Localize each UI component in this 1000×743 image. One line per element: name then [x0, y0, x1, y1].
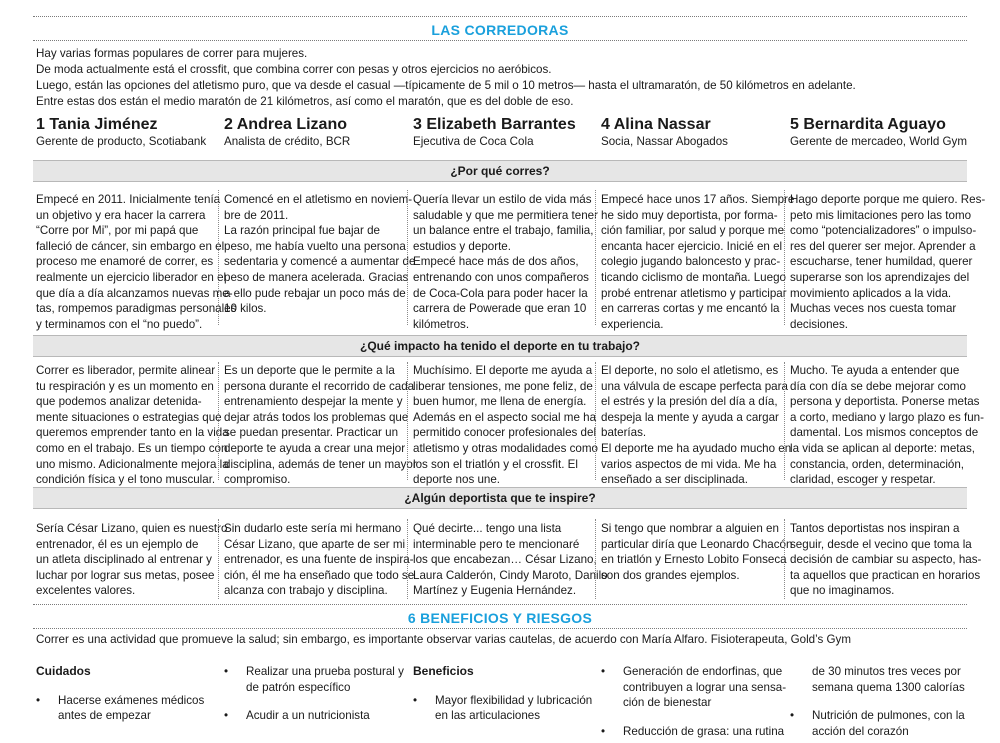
answer-line: peso, me había vuelto una persona — [224, 239, 406, 253]
answer-line: como en el trabajo. Es un tiempo con — [36, 441, 228, 455]
answer-line: atletismo y otras modalidades como — [413, 441, 598, 455]
answer-line: despeja la mente y ayuda a cargar — [601, 410, 779, 424]
answer-line: experiencia. — [601, 317, 664, 331]
bullet-icon: • — [224, 709, 229, 723]
answer-line: Además en el aspecto social me ha — [413, 410, 597, 424]
answer-4 — [601, 192, 795, 332]
intro-line: Luego, están las opciones del atletismo puro, que va desde el casual —típicamente de 5 mil o 10 metros— hasta el ultramaratón, de 50 kilómetros en adelante. — [36, 79, 856, 92]
answer-line: como “potencializadores” o impulso- — [790, 224, 977, 238]
answer-line: de Coca-Cola para poder hacer la — [413, 286, 588, 300]
answer-line: deporte te ayuda a crear una mejor — [224, 441, 406, 455]
bullet-icon: • — [36, 693, 41, 707]
column-divider — [218, 362, 219, 480]
question-why-run: ¿Por qué corres? — [33, 160, 967, 182]
answer-line: realmente un ejercicio liberador en el — [36, 270, 227, 284]
answer-line: alcanza con trabajo y disciplina. — [224, 584, 388, 598]
cuidados-column-2 — [224, 664, 409, 737]
list-item-line: semana quema 1300 calorías — [812, 680, 965, 694]
column-divider — [784, 362, 785, 480]
answer-line: decisión de cambiar su aspecto, has- — [790, 553, 982, 567]
bullet-icon: • — [601, 724, 606, 738]
question-inspiration: ¿Algún deportista que te inspire? — [33, 487, 967, 509]
answer-line: ticando ciclismo de montaña. Luego — [601, 270, 786, 284]
list-item-line: Generación de endorfinas, que — [623, 665, 783, 678]
runner-name: 2 Andrea Lizano — [224, 116, 347, 133]
answer-5 — [790, 192, 986, 332]
answer-line: y terminamos con el “no puedo”. — [36, 317, 203, 331]
column-divider — [407, 362, 408, 480]
answer-line: “Corre por Mi”, por mi papá que — [36, 224, 199, 238]
answer-line: los son el triatlón y el crossfit. El — [413, 457, 578, 471]
answer-line: Comencé en el atletismo en noviem- — [224, 193, 413, 206]
answer-line: un balance entre el trabajo, familia, — [413, 224, 594, 238]
column-divider — [784, 519, 785, 599]
list-item-line: acción del corazón — [812, 724, 909, 738]
list-item — [601, 664, 786, 711]
answer-line: César Lizano, que aparte de ser mi — [224, 537, 406, 551]
answer-line: claridad, escoger y respetar. — [790, 473, 936, 487]
answer-line: Martínez y Eugenia Hernández. — [413, 584, 577, 598]
answer-line: mente situaciones o estrategias que — [36, 410, 222, 424]
answer-line: El deporte, no solo el atletismo, es — [601, 364, 779, 377]
runner-1 — [36, 116, 221, 149]
column-divider — [218, 519, 219, 599]
runner-role: Socia, Nassar Abogados — [601, 135, 728, 148]
column-divider — [595, 362, 596, 480]
answer-line: Empecé en 2011. Inicialmente tenía — [36, 193, 221, 206]
runner-role: Gerente de mercadeo, World Gym — [790, 135, 967, 148]
runner-name: 3 Elizabeth Barrantes — [413, 116, 576, 133]
answer-line: Correr es liberador, permite alinear — [36, 364, 216, 377]
answer-line: deporte nos une. — [413, 473, 501, 487]
answer-line: Empecé hace unos 17 años. Siempre — [601, 193, 795, 206]
answer-line: Tantos deportistas nos inspiran a — [790, 522, 960, 535]
answer-3 — [413, 363, 598, 488]
answer-line: varios aspectos de mi vida. Me ha — [601, 457, 777, 471]
answer-line: día con día se debe mejorar como — [790, 379, 966, 393]
runner-role: Ejecutiva de Coca Cola — [413, 135, 534, 148]
list-item-line: contribuyen a lograr una sensa- — [623, 680, 787, 694]
list-item-continuation — [790, 664, 975, 695]
answer-line: disciplina, además de tener un mayor — [224, 457, 417, 471]
beneficios-column-3 — [790, 664, 975, 743]
answer-line: condición física y el tono muscular. — [36, 473, 216, 487]
answer-2 — [224, 521, 415, 599]
list-item-line: Realizar una prueba postural y — [246, 665, 404, 678]
answer-line: Quería llevar un estilo de vida más — [413, 193, 592, 206]
answer-5 — [790, 521, 982, 599]
answer-line: estudios y deporte. — [413, 239, 511, 253]
runner-role: Analista de crédito, BCR — [224, 135, 351, 148]
answer-line: son dos grandes ejemplos. — [601, 568, 740, 582]
answer-line: una válvula de escape perfecta para — [601, 379, 788, 393]
benefits-intro: Correr es una actividad que promueve la salud; sin embargo, es importante observar varias cautelas, de acuerdo con María Alfaro. Fisioterapeuta, Gold’s Gym — [36, 633, 851, 646]
answer-line: movimiento aplicados a la vida. — [790, 286, 952, 300]
intro-line: Hay varias formas populares de correr para mujeres. — [36, 47, 308, 60]
intro-paragraph — [36, 46, 966, 110]
answer-line: buen humor, me llena de energía. — [413, 395, 587, 409]
list-item — [790, 708, 975, 739]
answer-line: a corto, mediano y largo plazo es fun- — [790, 410, 984, 424]
bullet-icon: • — [224, 665, 229, 678]
beneficios-heading: Beneficios — [413, 664, 474, 678]
benefits-title-rule — [33, 628, 967, 629]
answer-line: uno mismo. Adicionalmente mejora la — [36, 457, 229, 471]
answer-line: Mucho. Te ayuda a entender que — [790, 364, 960, 377]
answer-line: carrera de Powerade que eran 10 — [413, 302, 587, 316]
answer-line: colegio jugando baloncesto y prac- — [601, 255, 781, 269]
list-item-line: Hacerse exámenes médicos — [58, 693, 205, 707]
list-item-line: ción de bienestar — [623, 696, 712, 710]
answer-line: damental. Los mismos conceptos de — [790, 426, 979, 440]
list-item — [413, 693, 598, 724]
answer-line: luchar por lograr sus metas, posee — [36, 568, 215, 582]
answer-line: La razón principal fue bajar de — [224, 224, 380, 238]
answer-line: particular diría que Leonardo Chacón — [601, 537, 793, 551]
column-divider — [595, 190, 596, 325]
top-rule — [33, 16, 967, 17]
answer-line: que no imaginamos. — [790, 584, 895, 598]
question-work-impact: ¿Qué impacto ha tenido el deporte en tu trabajo? — [33, 335, 967, 357]
answer-3 — [413, 521, 608, 599]
answer-line: un atleta disciplinado al entrenar y — [36, 553, 212, 567]
bullet-icon: • — [413, 693, 418, 707]
runner-name: 1 Tania Jiménez — [36, 116, 158, 133]
runner-name: 4 Alina Nassar — [601, 116, 711, 133]
answer-line: a ello pude rebajar un poco más de — [224, 286, 406, 300]
answer-line: baterías. — [601, 426, 647, 440]
answer-line: falleció de cáncer, sin embargo en el — [36, 239, 225, 253]
runner-3 — [413, 116, 598, 149]
benefits-title: 6 BENEFICIOS Y RIESGOS — [407, 610, 593, 626]
cuidados-column-1 — [36, 664, 221, 737]
answer-line: permitido conocer profesionales del — [413, 426, 597, 440]
answer-line: liberar tensiones, me pone feliz, de — [413, 379, 593, 393]
list-item-line: Mayor flexibilidad y lubricación — [435, 693, 593, 707]
column-divider — [595, 519, 596, 599]
bullet-icon: • — [601, 665, 606, 678]
answer-line: Si tengo que nombrar a alguien en — [601, 522, 779, 535]
list-item — [601, 724, 786, 740]
answer-line: Sería César Lizano, quien es nuestro — [36, 522, 228, 535]
answer-1 — [36, 363, 229, 488]
answer-line: bre de 2011. — [224, 208, 289, 222]
list-item — [224, 664, 409, 695]
answer-line: persona y deportista. Ponerse metas — [790, 395, 980, 409]
answer-line: peto mis limitaciones pero las tomo — [790, 208, 972, 222]
answer-line: entrenando con unos compañeros — [413, 270, 589, 284]
answer-line: en triatlón y Ernesto Lobito Fonseca — [601, 553, 787, 567]
answer-line: he sido muy deportista, por forma- — [601, 208, 778, 222]
runner-name: 5 Bernardita Aguayo — [790, 116, 946, 133]
cuidados-heading: Cuidados — [36, 664, 91, 678]
answer-line: entrenamiento despejar la mente y — [224, 395, 403, 409]
list-item-line: Reducción de grasa: una rutina — [623, 724, 785, 738]
answer-line: la vida se aplican al deporte: metas, — [790, 441, 975, 455]
answer-line: que día a día alcanzamos nuevas me- — [36, 286, 233, 300]
list-item — [224, 708, 409, 724]
column-divider — [784, 190, 785, 325]
list-item-line: de 30 minutos tres veces por — [812, 665, 961, 678]
answer-line: ta aquellos que practican en horarios — [790, 568, 981, 582]
answer-line: dejar atrás todos los problemas que — [224, 410, 409, 424]
column-divider — [407, 190, 408, 325]
answer-line: superarse son los aprendizajes del — [790, 270, 970, 284]
answer-line: interminable pero te mencionaré — [413, 537, 580, 551]
beneficios-column-1 — [413, 664, 598, 737]
list-item-line: Acudir a un nutricionista — [246, 709, 370, 723]
answer-1 — [36, 192, 237, 332]
answer-line: que podemos analizar detenida- — [36, 395, 202, 409]
answer-line: Muchísimo. El deporte me ayuda a — [413, 364, 593, 377]
answer-3 — [413, 192, 598, 332]
list-item-line: Nutrición de pulmones, con la — [812, 709, 965, 723]
benefits-top-rule — [33, 604, 967, 605]
answer-line: persona durante el recorrido de cada — [224, 379, 415, 393]
runner-role: Gerente de producto, Scotiabank — [36, 135, 207, 148]
list-item-line: de patrón específico — [246, 680, 351, 694]
list-item-line: en las articulaciones — [435, 709, 541, 723]
answer-line: compromiso. — [224, 473, 291, 487]
answer-line: el estrés y la presión del día a día, — [601, 395, 778, 409]
answer-line: enseñado a ser disciplinada. — [601, 473, 748, 487]
list-item-line: antes de empezar — [58, 709, 151, 723]
answer-line: peso de manera acelerada. Gracias — [224, 270, 409, 284]
answer-line: El deporte me ha ayudado mucho en — [601, 441, 792, 455]
intro-line: De moda actualmente está el crossfit, que combina correr con pesas y otros ejercicios no aeróbicos. — [36, 63, 552, 76]
answer-line: un objetivo y era hacer la carrera — [36, 208, 206, 222]
answer-line: saludable y que me permitiera tener — [413, 208, 598, 222]
answer-5 — [790, 363, 984, 488]
answer-1 — [36, 521, 228, 599]
answer-line: 10 kilos. — [224, 302, 267, 316]
runner-2 — [224, 116, 409, 149]
answer-line: decisiones. — [790, 317, 849, 331]
answer-line: Es un deporte que le permite a la — [224, 364, 395, 377]
answer-line: sedentaria y comencé a aumentar de — [224, 255, 416, 269]
answer-line: encanta hacer ejercicio. Inicié en el — [601, 239, 783, 253]
answer-line: Sin dudarlo este sería mi hermano — [224, 522, 402, 535]
answer-line: Empecé hace más de dos años, — [413, 255, 579, 269]
answer-line: Laura Calderón, Cindy Maroto, Danilo — [413, 568, 608, 582]
answer-line: entrenador, él es un ejemplo de — [36, 537, 199, 551]
answer-line: los que encabezan… César Lizano, — [413, 553, 597, 567]
answer-line: escucharse, tener humildad, querer — [790, 255, 973, 269]
answer-line: res del querer ser mejor. Aprender a — [790, 239, 976, 253]
answer-4 — [601, 521, 793, 583]
runner-5 — [790, 116, 975, 149]
answer-line: ción, él me ha enseñado que todo se — [224, 568, 415, 582]
answer-line: excelentes valores. — [36, 584, 136, 598]
answer-4 — [601, 363, 792, 488]
answer-line: Hago deporte porque me quiero. Res- — [790, 193, 986, 206]
answer-line: proceso me enamoré de correr, es — [36, 255, 214, 269]
list-item — [36, 693, 221, 724]
answer-2 — [224, 363, 417, 488]
answer-line: seguir, desde el vecino que toma la — [790, 537, 972, 551]
column-divider — [218, 190, 219, 325]
answer-line: Qué decirte... tengo una lista — [413, 522, 562, 535]
answer-line: se puedan presentar. Practicar un — [224, 426, 399, 440]
title-rule — [33, 40, 967, 41]
column-divider — [407, 519, 408, 599]
answer-line: queremos emprender tanto en la vida — [36, 426, 229, 440]
answer-line: kilómetros. — [413, 317, 470, 331]
answer-line: entrenador, es una fuente de inspira- — [224, 553, 414, 567]
answer-line: constancia, orden, determinación, — [790, 457, 965, 471]
answer-line: probé entrenar atletismo y participar — [601, 286, 787, 300]
answer-line: Muchas veces nos cuesta tomar — [790, 302, 957, 316]
answer-line: en carreras cortas y me encantó la — [601, 302, 780, 316]
intro-line: Entre estas dos están el medio maratón de 21 kilómetros, así como el maratón, que es del doble de eso. — [36, 95, 574, 108]
answer-line: ción familiar, por salud y porque me — [601, 224, 785, 238]
runner-4 — [601, 116, 786, 149]
page-title: LAS CORREDORAS — [431, 22, 569, 38]
answer-2 — [224, 192, 416, 317]
beneficios-column-2 — [601, 664, 786, 743]
answer-line: tas, rompemos paradigmas personales — [36, 302, 237, 316]
answer-line: tu respiración y es un momento en — [36, 379, 214, 393]
bullet-icon: • — [790, 709, 795, 723]
